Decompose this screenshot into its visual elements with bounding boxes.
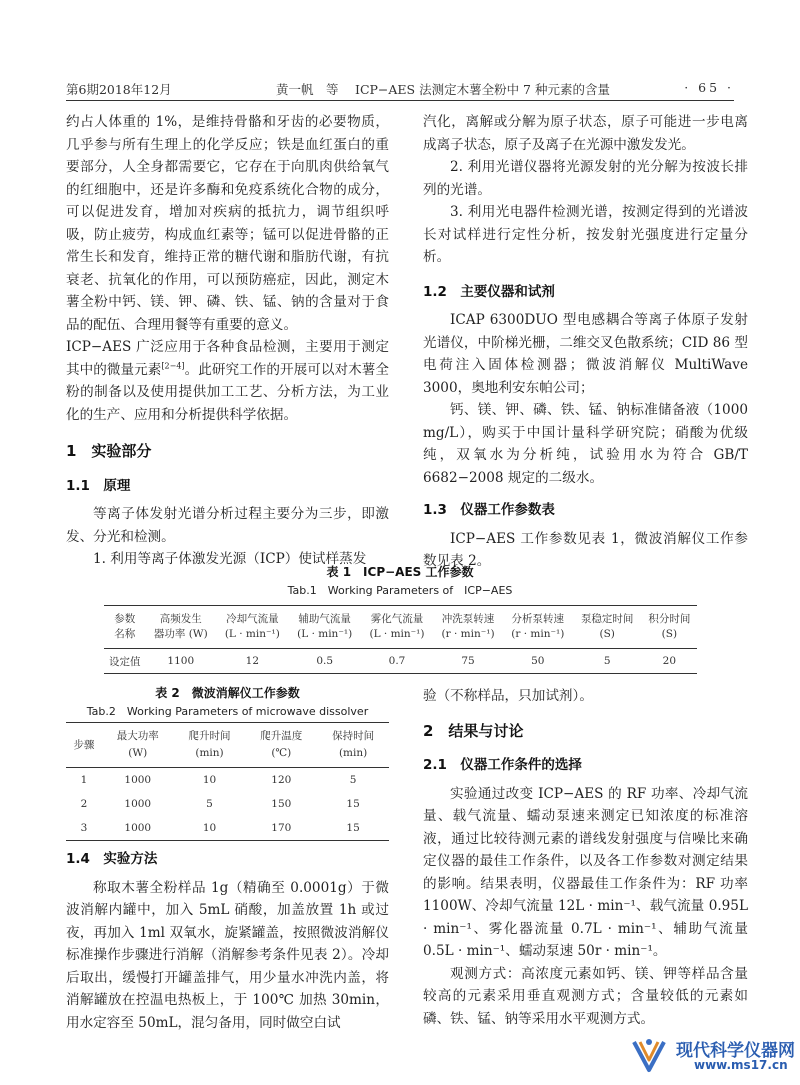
- table-cell: 3: [66, 816, 102, 841]
- subsection-heading: 1.4 实验方法: [66, 851, 158, 867]
- table-header-cell: 步骤: [66, 723, 102, 768]
- table-cell: 20: [642, 649, 697, 674]
- section-heading: 1 实验部分: [66, 442, 152, 460]
- table-cell: 2: [80, 798, 88, 810]
- table-cell: 1000: [124, 798, 152, 810]
- table-cell: 120: [271, 774, 292, 786]
- page-number: · 65 ·: [684, 80, 734, 95]
- watermark: [628, 1030, 798, 1080]
- table-header-row: [66, 723, 389, 768]
- table-cell: 0.5: [289, 649, 361, 674]
- watermark-logo-icon: [628, 1034, 670, 1076]
- table-header-cell: 参数 名称: [104, 606, 145, 649]
- table-cell: 1000: [124, 774, 152, 786]
- table-header-cell: 积分时间 (S): [642, 606, 697, 649]
- issue-date: 第6期2018年12月: [66, 82, 172, 97]
- watermark-url: www.ms17.cn: [694, 1058, 788, 1072]
- left-column-bottom: [66, 848, 389, 1034]
- paragraph: 实验通过改变 ICP−AES 的 RF 功率、冷却气流量、载气流量、蠕动泵速来测定已知浓度的标准溶液，通过比较待测元素的谱线发射强度与信噪比来确定仪器的最佳工作条件，以及各工作参数对测定结果的影响。结果表明，仪器最佳工作条件为：RF 功率 1100W、冷却气流量 12L · min⁻¹、载气流量 0.95L · min⁻¹、雾化器流量 0.7L · min⁻¹、辅助气流量 0.5L · min⁻¹、蠕动泵速 50r · min⁻¹。: [423, 785, 748, 959]
- table-row: [104, 649, 697, 674]
- table-cell: 10: [202, 774, 217, 786]
- subsection-heading: 1.1 原理: [66, 477, 131, 494]
- table-cell: 170: [245, 816, 317, 841]
- right-column-bottom: [423, 685, 748, 1030]
- table-header-cell: 雾化气流量 (L · min⁻¹): [361, 606, 433, 649]
- table-row: [66, 816, 389, 841]
- subsection-heading: 2.1 仪器工作条件的选择: [423, 757, 582, 773]
- table2-caption-en: Tab.2 Working Parameters of microwave dissolver: [86, 705, 369, 718]
- authors: 黄一帆 等: [276, 82, 339, 97]
- watermark-name: 现代科学仪器网: [676, 1041, 795, 1061]
- table-cell: 75: [433, 649, 503, 674]
- paragraph: 等离子体发射光谱分析过程主要分为三步，即激发、分光和检测。: [66, 506, 389, 545]
- left-column-top: [66, 111, 389, 571]
- paragraph: 钙、镁、钾、磷、铁、锰、钠标准储备液（1000 mg/L），购买于中国计量科学研究院；硝酸为优级纯，双氧水为分析纯，试验用水为符合 GB/T 6682−2008 规定的二级水。: [423, 402, 748, 486]
- paragraph: 称取木薯全粉样品 1g（精确至 0.0001g）于微波消解内罐中，加入 5mL 硝酸，加盖放置 1h 或过夜，再加入 1ml 双氧水，旋紧罐盖，按照微波消解仪标准操作步骤进行消解（消解参考条件见表 2）。冷却后取出，缓慢打开罐盖排气，用少量水冲洗内盖，将消解罐放在控温电热板上，于 100℃ 加热 30min，用水定容至 50mL，混匀备用，同时做空白试: [66, 879, 389, 1031]
- right-column-top: [423, 111, 748, 573]
- table-cell: 150: [271, 798, 292, 810]
- header-rule: [66, 100, 734, 101]
- paragraph: 观测方式：高浓度元素如钙、镁、钾等样品含量较高的元素采用垂直观测方式；含量较低的元素如磷、铁、锰、钠等采用水平观测方式。: [423, 965, 748, 1027]
- running-title: [276, 80, 610, 98]
- paragraph: 约占人体重的 1%，是维持骨骼和牙齿的必要物质，几乎参与所有生理上的化学反应；铁是血红蛋白的重要部分，人全身都需要它，它存在于向肌肉供给氧气的红细胞中，还是许多酶和免疫系统化合物的成分，可以促进发育，增加对疾病的抵抗力，调节组织呼吸，防止疲劳，构成血红素等；锰可以促进骨骼的正常生长和发育，维持正常的糖代谢和脂肪代谢，有抗衰老、抗氧化的作用，可以预防癌症，因此，测定木薯全粉中钙、镁、钾、磷、铁、锰、钠的含量对于食品的配伍、合理用餐等有重要的意义。: [66, 114, 389, 333]
- table-row: [66, 768, 389, 793]
- table-cell: 1: [80, 774, 88, 786]
- table-row: [66, 792, 389, 816]
- paragraph: 3. 利用光电器件检测光谱，按测定得到的光谱波长对试样进行定性分析，按发射光强度进行定量分析。: [423, 204, 748, 265]
- table2: [66, 722, 389, 841]
- table-header-cell: 冲洗泵转速 (r · min⁻¹): [433, 606, 503, 649]
- paragraph: ICP−AES 工作参数见表 1，微波消解仪工作参数见表 2。: [423, 530, 748, 569]
- paragraph: 汽化，离解或分解为原子状态，原子可能进一步电离成离子状态，原子及离子在光源中激发发光。: [423, 114, 748, 153]
- table-header-cell: 分析泵转速 (r · min⁻¹): [503, 606, 573, 649]
- table-cell: 5: [349, 774, 357, 786]
- paragraph: ICAP 6300DUO 型电感耦合等离子体原子发射光谱仪，中阶梯光栅，二维交叉色散系统；CID 86 型电荷注入固体检测器；微波消解仪 MultiWave 3000，奥地利安东帕公司；: [423, 312, 748, 396]
- subsection-heading: 1.2 主要仪器和试剂: [423, 283, 555, 300]
- article-title: ICP−AES 法测定木薯全粉中 7 种元素的含量: [355, 82, 610, 97]
- table-cell: 1100: [145, 649, 216, 674]
- table-cell: 15: [317, 816, 389, 841]
- section-heading: 2 结果与讨论: [423, 721, 524, 740]
- table-cell: 50: [503, 649, 573, 674]
- table-header-cell: 冷却气流量 (L · min⁻¹): [216, 606, 288, 649]
- table1-caption-cn: 表 1 ICP−AES 工作参数: [326, 565, 474, 579]
- paragraph: 验（不称样品，只加试剂）。: [423, 688, 593, 704]
- table-cell: 5: [206, 798, 213, 810]
- table1: [104, 605, 697, 674]
- table-header-row: [104, 606, 697, 649]
- table-header-cell: 爬升温度 (℃): [245, 723, 317, 768]
- table-header-cell: 泵稳定时间 (S): [573, 606, 642, 649]
- table-cell: 1000: [102, 816, 174, 841]
- table1-caption-en: Tab.1 Working Parameters of ICP−AES: [287, 584, 513, 597]
- table-cell: 设定值: [104, 649, 145, 674]
- table-cell: 10: [174, 816, 246, 841]
- table-cell: 15: [346, 798, 360, 810]
- running-header: [66, 80, 734, 100]
- subsection-heading: 1.3 仪器工作参数表: [423, 502, 555, 518]
- citation: [2−4]: [161, 360, 185, 370]
- table2-caption-cn: 表 2 微波消解仪工作参数: [155, 686, 300, 700]
- paragraph: ICP−AES 广泛应用于各种食品检测，主要用于测定其中的微量元素[2−4]。此研究工作的开展可以对木薯全粉的制备以及使用提供加工工艺、分析方法，为工业化的生产、应用和分析提供科学依据。: [66, 339, 390, 423]
- table-cell: 0.7: [361, 649, 433, 674]
- table-header-cell: 保持时间 (min): [317, 723, 389, 768]
- paragraph: 1. 利用等离子体激发光源（ICP）使试样蒸发: [93, 551, 367, 567]
- table-cell: 12: [216, 649, 288, 674]
- table-header-cell: 最大功率 (W): [102, 723, 174, 768]
- table-cell: 5: [573, 649, 642, 674]
- table-header-cell: 辅助气流量 (L · min⁻¹): [289, 606, 361, 649]
- paragraph: 2. 利用光谱仪器将光源发射的光分解为按波长排列的光谱。: [423, 159, 748, 198]
- table-header-cell: 爬升时间 (min): [174, 723, 246, 768]
- table-header-cell: 高频发生 器功率 (W): [145, 606, 216, 649]
